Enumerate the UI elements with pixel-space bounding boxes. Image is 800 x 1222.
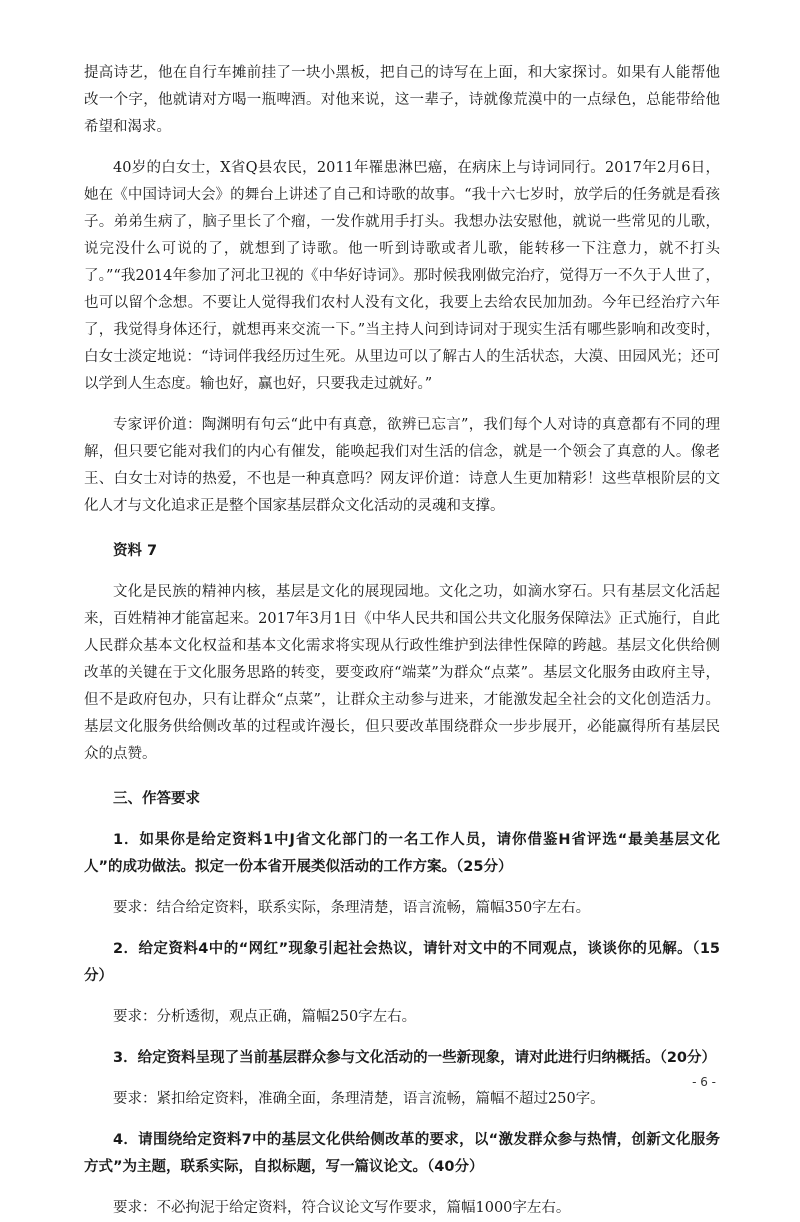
paragraph-continued: 提高诗艺，他在自行车摊前挂了一块小黑板，把自己的诗写在上面，和大家探讨。如果有人能帮他改一个字，他就请对方喝一瓶啤酒。对他来说，这一辈子，诗就像荒漠中的一点绿色，总能带给他希望和渴求。 [84,65,720,135]
question-2-note: 要求：分析透彻，观点正确，篇幅250字左右。 [113,1009,417,1025]
question-2: 2．给定资料4中的“网红”现象引起社会热议，请针对文中的不同观点，谈谈你的见解。（15分） [84,941,720,984]
question-1: 1．如果你是给定资料1中J省文化部门的一名工作人员，请你借鉴H省评选“最美基层文化人”的成功做法。拟定一份本省开展类似活动的工作方案。（25分） [84,832,720,875]
material-7-title: 资料 7 [113,543,158,559]
paragraph-expert-review: 专家评价道：陶渊明有句云“此中有真意，欲辨已忘言”，我们每个人对诗的真意都有不同的理解，但只要它能对我们的内心有催发，能唤起我们对生活的信念，就是一个领会了真意的人。像老王、白女士对诗的热爱，不也是一种真意吗？网友评价道：诗意人生更加精彩！这些草根阶层的文化人才与文化追求正是整个国家基层群众文化活动的灵魂和支撑。 [84,417,720,514]
question-4: 4．请围绕给定资料7中的基层文化供给侧改革的要求，以“激发群众参与热情，创新文化服务方式”为主题，联系实际，自拟标题，写一篇议论文。（40分） [84,1132,720,1175]
question-1-note: 要求：结合给定资料，联系实际，条理清楚，语言流畅，篇幅350字左右。 [113,900,591,916]
paragraph-bai-story: 40岁的白女士，X省Q县农民，2011年罹患淋巴癌，在病床上与诗词同行。2017年2月6日，她在《中国诗词大会》的舞台上讲述了自己和诗歌的故事。“我十六七岁时，放学后的任务就是看孩子。弟弟生病了，脑子里长了个瘤，一发作就用手打头。我想办法安慰他，就说一些常见的儿歌，说完没什么可说的了，就想到了诗歌。他一听到诗歌或者儿歌，能转移一下注意力，就不打头了。”“我2014年参加了河北卫视的《中华好诗词》。那时候我刚做完治疗，觉得万一不久于人世了，也可以留个念想。不要让人觉得我们农村人没有文化，我要上去给农民加加劲。今年已经治疗六年了，我觉得身体还行，就想再来交流一下。”当主持人问到诗词对于现实生活有哪些影响和改变时，白女士淡定地说：“诗词伴我经历过生死。从里边可以了解古人的生活状态，大漠、田园风光；还可以学到人生态度。输也好，赢也好，只要我走过就好。” [84,160,720,392]
requirements-title: 三、作答要求 [113,791,200,807]
material-7-body: 文化是民族的精神内核，基层是文化的展现园地。文化之功，如滴水穿石。只有基层文化活起来，百姓精神才能富起来。2017年3月1日《中华人民共和国公共文化服务保障法》正式施行，自此人民群众基本文化权益和基本文化需求将实现从行政性维护到法律性保障的跨越。基层文化供给侧改革的关键在于文化服务思路的转变，要变政府“端菜”为群众“点菜”。基层文化服务由政府主导，但不是政府包办，只有让群众“点菜”，让群众主动参与进来，才能激发起全社会的文化创造活力。基层文化服务供给侧改革的过程或许漫长，但只要改革围绕群众一步步展开，必能赢得所有基层民众的点赞。 [84,584,720,762]
question-4-note: 要求：不必拘泥于给定资料，符合议论文写作要求，篇幅1000字左右。 [113,1200,571,1216]
question-3: 3．给定资料呈现了当前基层群众参与文化活动的一些新现象，请对此进行归纳概括。（20分） [113,1050,717,1066]
document-page [84,60,720,1222]
page-number: - 6 - [692,1075,716,1089]
question-3-note: 要求：紧扣给定资料，准确全面，条理清楚，语言流畅，篇幅不超过250字。 [113,1091,605,1107]
